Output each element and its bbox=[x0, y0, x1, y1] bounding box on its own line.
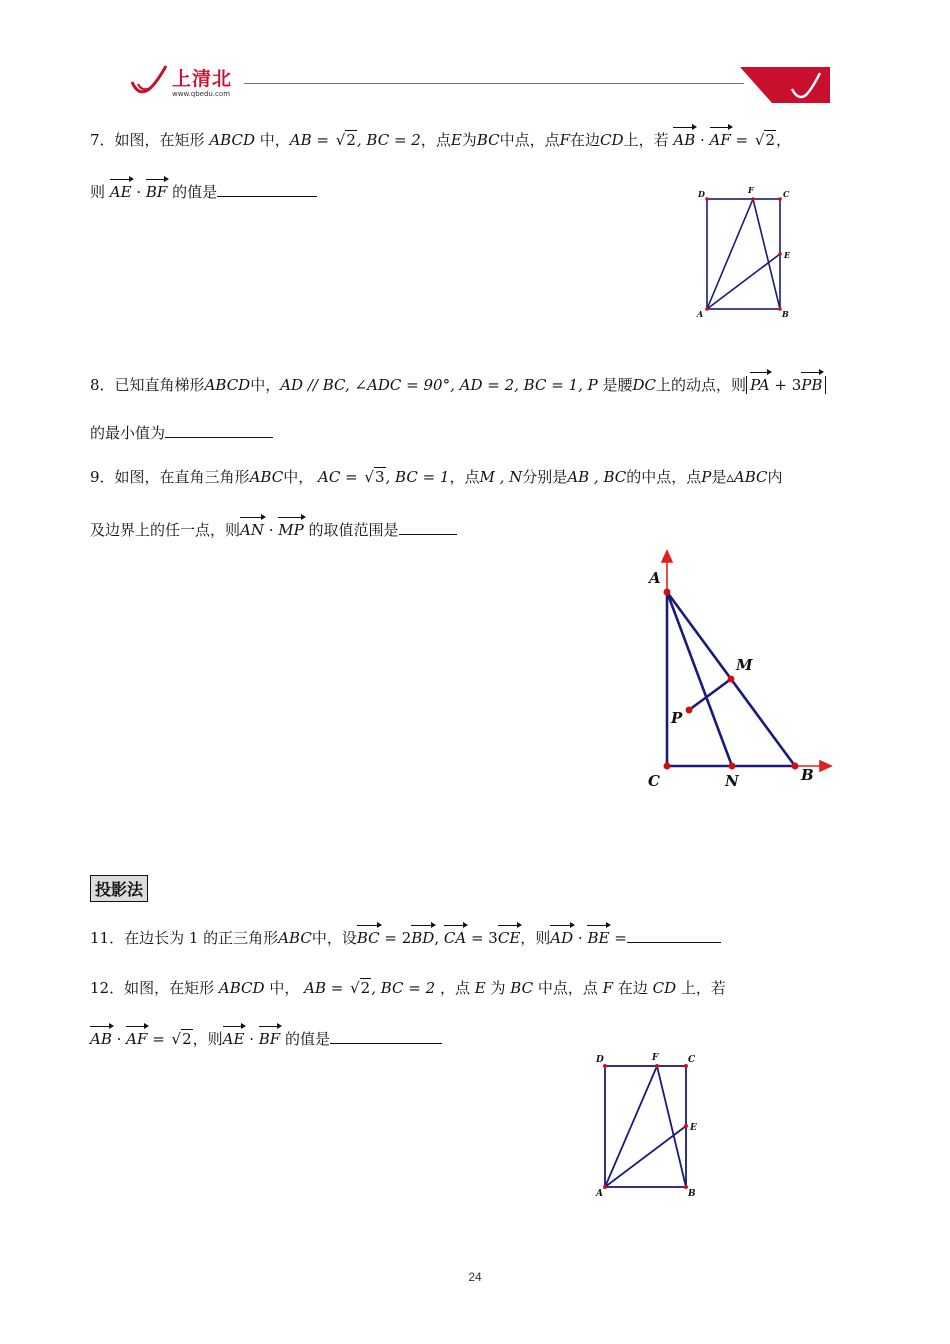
header-divider bbox=[244, 83, 744, 84]
equals-two: = 2 bbox=[379, 929, 412, 947]
vector-pb: PB bbox=[801, 373, 822, 397]
math-f: F bbox=[559, 131, 571, 149]
figure-rectangle-q12 bbox=[588, 1050, 708, 1202]
q12-text: 为 bbox=[490, 979, 506, 997]
question-9-line-2 bbox=[90, 518, 457, 542]
logo-url: www.qbedu.com bbox=[172, 90, 231, 98]
math-cd: CD bbox=[600, 131, 624, 149]
math-e: E bbox=[450, 131, 462, 149]
math-abcd: ABCD bbox=[204, 376, 251, 394]
math-abc: ABC bbox=[278, 929, 312, 947]
math-bc1: , BC = 1 bbox=[385, 468, 450, 486]
question-8-line-2 bbox=[90, 421, 273, 445]
page-header bbox=[0, 0, 950, 110]
equals: = bbox=[609, 929, 627, 947]
sqrt-2: √2 bbox=[171, 1030, 192, 1048]
dot: · bbox=[244, 1030, 259, 1048]
answer-blank-q8[interactable] bbox=[165, 423, 273, 438]
q12-text: 如图，在矩形 bbox=[124, 979, 215, 997]
q9-text: 是 bbox=[711, 468, 727, 486]
math-abcd: ABCD bbox=[209, 131, 255, 149]
vector-be: BE bbox=[587, 926, 609, 950]
q7-text: ，点 bbox=[420, 131, 451, 149]
answer-blank-q9[interactable] bbox=[399, 520, 457, 535]
question-12-line-1 bbox=[90, 976, 726, 1000]
vector-ce: CE bbox=[498, 926, 520, 950]
dot: · bbox=[695, 131, 710, 149]
q11-number: 11． bbox=[90, 929, 125, 947]
vector-af: AF bbox=[710, 128, 731, 152]
equals-three: = 3 bbox=[466, 929, 498, 947]
plus-three: + 3 bbox=[769, 376, 802, 394]
abs-expression bbox=[746, 376, 826, 394]
math-cd: CD bbox=[652, 979, 677, 997]
label-b: B bbox=[688, 1189, 696, 1199]
equals: = bbox=[147, 1030, 170, 1048]
q12-text: ，则 bbox=[192, 1030, 223, 1048]
q8-text: 是腰 bbox=[602, 376, 633, 394]
question-11 bbox=[90, 926, 721, 950]
sqrt-2: √2 bbox=[350, 979, 371, 997]
q7-text: 在边 bbox=[570, 131, 601, 149]
vector-bc: BC bbox=[357, 926, 380, 950]
q8-text: 中， bbox=[250, 376, 281, 394]
corner-logo-icon bbox=[740, 67, 830, 103]
math-f: F bbox=[602, 979, 614, 997]
q7-text: 的值是 bbox=[172, 183, 218, 201]
answer-blank-q7[interactable] bbox=[217, 182, 317, 197]
math-mn: M , N bbox=[479, 468, 523, 486]
q9-text: 如图，在直角三角形 bbox=[114, 468, 250, 486]
label-f: F bbox=[652, 1053, 659, 1063]
label-m: M bbox=[736, 656, 753, 674]
question-9-line-1 bbox=[90, 465, 783, 489]
label-e: E bbox=[784, 250, 791, 260]
q7-text: 中点，点 bbox=[499, 131, 560, 149]
q12-text: 的值是 bbox=[284, 1030, 330, 1048]
vector-ad: AD bbox=[550, 926, 573, 950]
q12-number: 12． bbox=[90, 979, 125, 997]
q7-text: 如图，在矩形 bbox=[114, 131, 205, 149]
label-n: N bbox=[725, 772, 739, 790]
label-e: E bbox=[690, 1123, 697, 1133]
vector-af: AF bbox=[126, 1027, 147, 1051]
answer-blank-q12[interactable] bbox=[330, 1029, 442, 1044]
q11-text: 在边长为 1 的正三角形 bbox=[124, 929, 279, 947]
vector-bd: BD bbox=[411, 926, 434, 950]
q8-number: 8． bbox=[90, 376, 115, 394]
math-ab: AB = bbox=[289, 131, 334, 149]
math-bc-seg: BC bbox=[476, 131, 500, 149]
sqrt-2: √2 bbox=[754, 131, 775, 149]
q7-text: 则 bbox=[90, 183, 106, 201]
q12-text: ，点 bbox=[439, 979, 470, 997]
q9-text: 内 bbox=[767, 468, 783, 486]
dot: · bbox=[263, 521, 279, 539]
q9-text: 及边界上的任一点，则 bbox=[90, 521, 241, 539]
math-ab-bc: AB , BC bbox=[567, 468, 627, 486]
question-8-line-1 bbox=[90, 373, 826, 397]
figure-rectangle-q7 bbox=[690, 183, 800, 323]
math-dc: DC bbox=[632, 376, 657, 394]
math-ac: AC = bbox=[317, 468, 363, 486]
vector-bf: BF bbox=[146, 180, 167, 204]
vector-an: AN bbox=[240, 518, 264, 542]
q9-text: 中， bbox=[283, 468, 314, 486]
q11-text: 中，设 bbox=[311, 929, 357, 947]
page-number: 24 bbox=[468, 1270, 482, 1284]
section-title: 投影法 bbox=[90, 875, 148, 902]
comma: , bbox=[434, 929, 444, 947]
math-ab: AB = bbox=[304, 979, 349, 997]
vector-mp: MP bbox=[278, 518, 303, 542]
q12-text: 中， bbox=[269, 979, 300, 997]
math-bc-seg: BC bbox=[510, 979, 534, 997]
q9-text: 分别是 bbox=[522, 468, 568, 486]
q8-text: 上的动点，则 bbox=[656, 376, 747, 394]
math-q8-condition: AD // BC, ∠ADC = 90°, AD = 2, BC = 1, P bbox=[280, 376, 598, 394]
label-b: B bbox=[782, 309, 789, 319]
vector-ab: AB bbox=[673, 128, 695, 152]
q9-text: ，点 bbox=[449, 468, 480, 486]
q12-text: 在边 bbox=[617, 979, 648, 997]
math-abcd: ABCD bbox=[218, 979, 265, 997]
label-a: A bbox=[697, 309, 704, 319]
label-c: C bbox=[688, 1055, 696, 1065]
q9-number: 9． bbox=[90, 468, 115, 486]
vector-ca: CA bbox=[444, 926, 466, 950]
q8-text: 的最小值为 bbox=[90, 424, 166, 442]
q12-text: 上，若 bbox=[680, 979, 726, 997]
vector-ae: AE bbox=[223, 1027, 245, 1051]
sqrt-3: √3 bbox=[364, 468, 385, 486]
dot: · bbox=[111, 1030, 127, 1048]
q11-text: ，则 bbox=[520, 929, 551, 947]
label-f: F bbox=[748, 185, 754, 195]
math-bc: , BC = 2 bbox=[356, 131, 421, 149]
label-b: B bbox=[801, 766, 814, 784]
answer-blank-q11[interactable] bbox=[627, 928, 721, 943]
label-d: D bbox=[596, 1055, 604, 1065]
q7-text: 上，若 bbox=[623, 131, 669, 149]
label-p: P bbox=[671, 709, 683, 727]
q9-text: 的中点，点 bbox=[626, 468, 702, 486]
q7-text: 为 bbox=[461, 131, 477, 149]
math-p: P bbox=[701, 468, 712, 486]
vector-bf: BF bbox=[259, 1027, 280, 1051]
dot: · bbox=[573, 929, 588, 947]
label-c: C bbox=[648, 772, 660, 790]
figure-triangle-q9 bbox=[640, 548, 840, 798]
q12-text: 中点，点 bbox=[537, 979, 598, 997]
label-a: A bbox=[596, 1189, 603, 1199]
logo-text: 上清北 bbox=[172, 68, 233, 90]
vector-ab: AB bbox=[90, 1027, 112, 1051]
math-e: E bbox=[474, 979, 486, 997]
q9-text: 的取值范围是 bbox=[308, 521, 399, 539]
logo-icon bbox=[128, 64, 170, 98]
equals: = bbox=[730, 131, 753, 149]
sqrt-2: √2 bbox=[335, 131, 356, 149]
q7-number: 7． bbox=[90, 131, 115, 149]
question-7-line-1: 7．如图，在矩形 ABCD 中，AB = √2, BC = 2，点E为BC中点，点F在边CD上，若 AB · AF = √2， bbox=[90, 128, 791, 152]
label-a: A bbox=[649, 569, 661, 587]
question-7-line-2 bbox=[90, 180, 317, 204]
vector-ae: AE bbox=[110, 180, 132, 204]
label-c: C bbox=[783, 189, 790, 199]
label-d: D bbox=[698, 189, 705, 199]
question-12-line-2 bbox=[90, 1027, 442, 1051]
math-bc: , BC = 2 bbox=[371, 979, 436, 997]
math-triangle: ▵ABC bbox=[726, 468, 768, 486]
math-abc: ABC bbox=[249, 468, 284, 486]
q8-text: 已知直角梯形 bbox=[114, 376, 205, 394]
dot: · bbox=[131, 183, 146, 201]
vector-pa: PA bbox=[750, 373, 770, 397]
q7-text: 中， bbox=[259, 131, 290, 149]
